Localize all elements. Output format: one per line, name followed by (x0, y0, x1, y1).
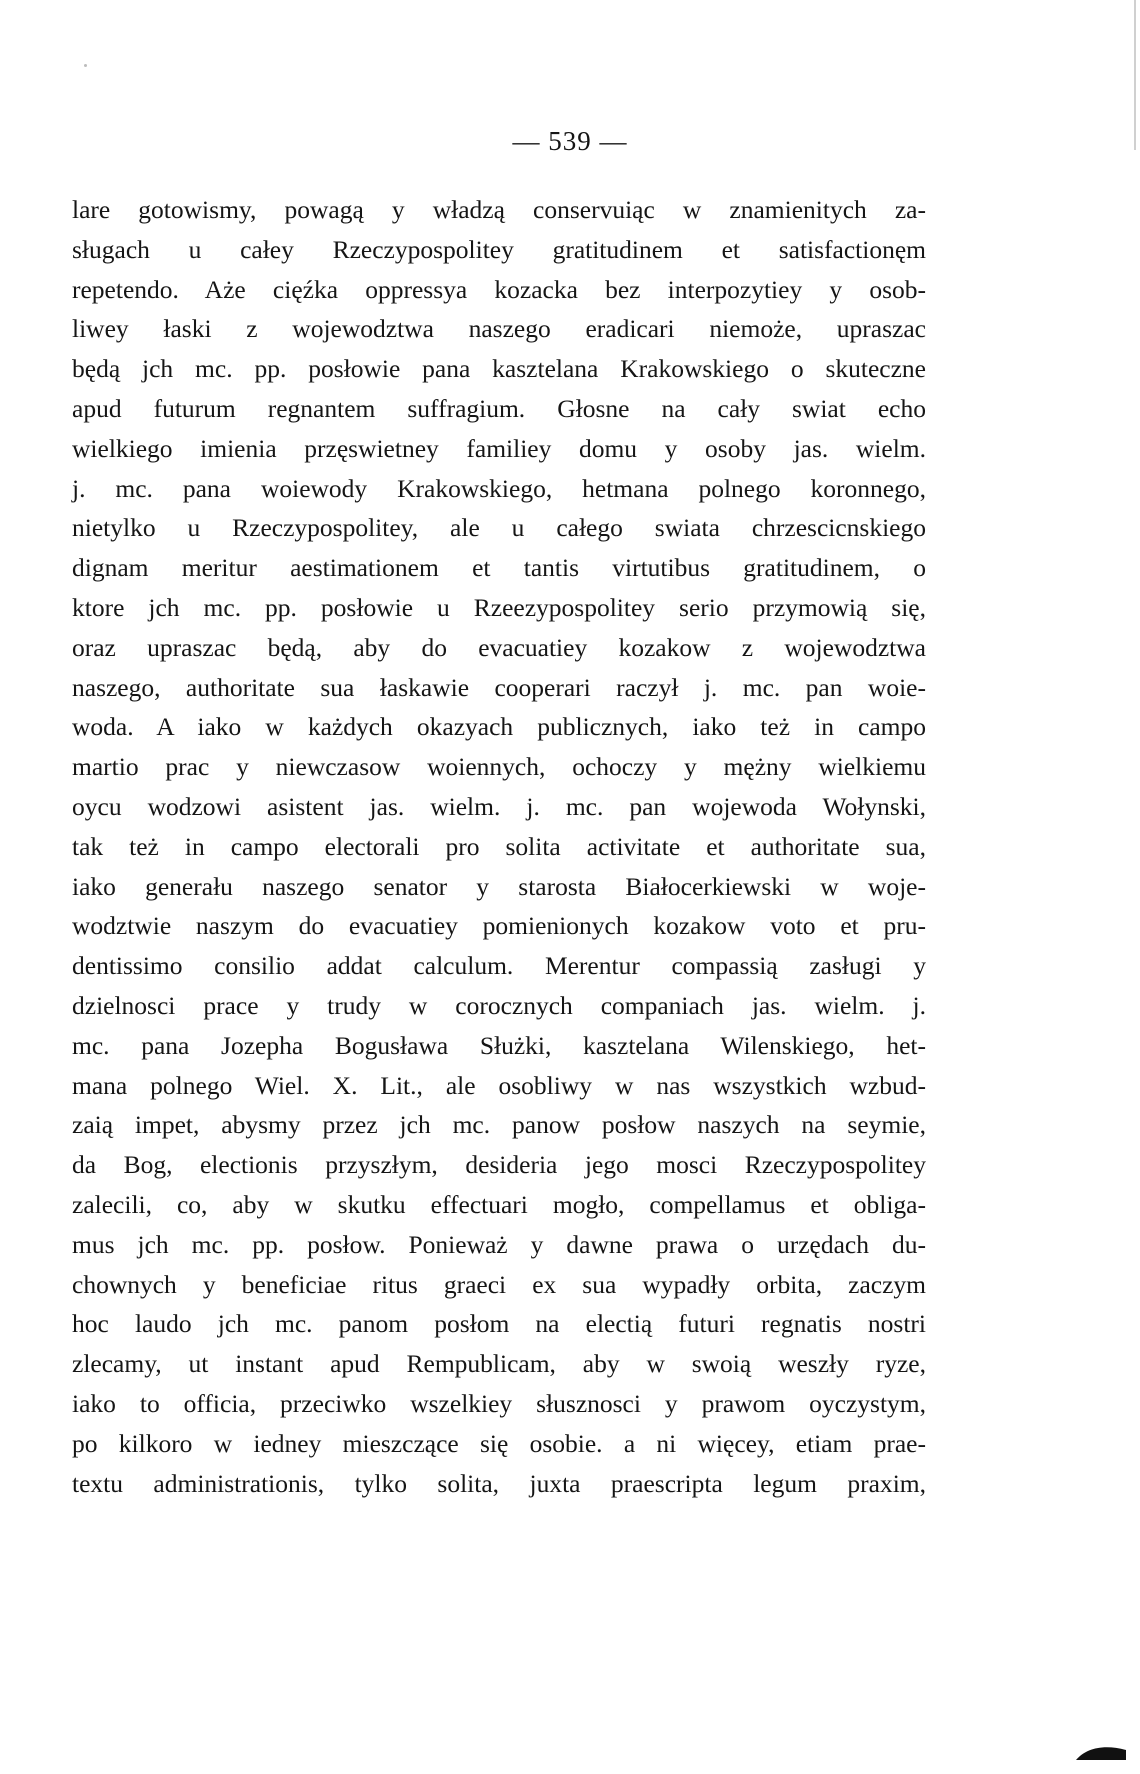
text-line: repetendo. Aże cięźka oppressya kozacka bez interpozytiey y osob- (72, 274, 926, 304)
text-line: mana polnego Wiel. X. Lit., ale osobliwy w nas wszystkich wzbud- (72, 1070, 926, 1100)
text-line: da Bog, electionis przyszłym, desideria jego mosci Rzeczypospolitey (72, 1150, 926, 1180)
text-line: naszego, authoritate sua łaskawie cooperari raczył j. mc. pan woie- (72, 672, 926, 702)
text-line: będą jch mc. pp. posłowie pana kasztelana Krakowskiego o skuteczne (72, 354, 926, 384)
corner-ink-smudge (1074, 1740, 1128, 1762)
text-line: zaią impet, abysmy przez jch mc. panow posłow naszych na seymie, (72, 1110, 926, 1140)
page-number: — 539 — (512, 126, 628, 156)
text-line: nietylko u Rzeczypospolitey, ale u całego swiata chrzescicnskiego (72, 513, 926, 543)
text-line: mc. pana Jozepha Bogusława Służki, kasztelana Wilenskiego, het- (72, 1030, 926, 1060)
text-line: lare gotowismy, powagą y władzą conservuiąc w znamienitych za- (72, 195, 926, 224)
text-line: woda. A iako w każdych okazyach publicznych, iako też in campo (72, 712, 926, 742)
text-line: wielkiego imienia przęswietney familiey domu y osoby jas. wielm. (72, 433, 926, 463)
text-line: oraz upraszac będą, aby do evacuatiey kozakow z wojewodztwa (72, 632, 926, 662)
text-line: textu administrationis, tylko solita, juxta praescripta legum praxim, (72, 1468, 926, 1498)
text-line: liwey łaski z wojewodztwa naszego eradicari niemoże, upraszac (72, 314, 926, 344)
text-line: dignam meritur aestimationem et tantis virtutibus gratitudinem, o (72, 553, 926, 583)
text-line: dentissimo consilio addat calculum. Merentur compassią zasługi y (72, 951, 926, 981)
text-line: j. mc. pana woiewody Krakowskiego, hetmana polnego koronnego, (72, 473, 926, 503)
text-line: zlecamy, ut instant apud Rempublicam, aby w swoią weszły ryze, (72, 1349, 926, 1379)
text-line: iako generału naszego senator y starosta Białocerkiewski w woje- (72, 871, 926, 901)
text-line: sługach u całey Rzeczypospolitey gratitudinem et satisfactionęm (72, 234, 926, 264)
text-line: chownych y beneficiae ritus graeci ex sua wypadły orbita, zaczym (72, 1269, 926, 1299)
text-line: oycu wodzowi asistent jas. wielm. j. mc. pan wojewoda Wołynski, (72, 791, 926, 821)
text-line: wodztwie naszym do evacuatiey pomienionych kozakow voto et pru- (72, 911, 926, 941)
text-line: zalecili, co, aby w skutku effectuari mogło, compellamus et obliga- (72, 1189, 926, 1219)
text-line: mus jch mc. pp. posłow. Ponieważ y dawne prawa o urzędach du- (72, 1229, 926, 1259)
body-text (72, 190, 926, 1503)
paper-speck (84, 64, 87, 67)
text-line: iako to officia, przeciwko wszelkiey słusznosci y prawom oyczystym, (72, 1388, 926, 1418)
text-line: apud futurum regnantem suffragium. Głosne na cały swiat echo (72, 393, 926, 423)
text-line: dzielnosci prace y trudy w corocznych companiach jas. wielm. j. (72, 990, 926, 1020)
text-line: martio prac y niewczasow woiennych, ochoczy y mężny wielkiemu (72, 752, 926, 782)
text-line: tak też in campo electorali pro solita activitate et authoritate sua, (72, 831, 926, 861)
text-line: ktore jch mc. pp. posłowie u Rzeezypospolitey serio przymowią się, (72, 592, 926, 622)
text-line: po kilkoro w iedney mieszczące się osobie. a ni więcey, etiam prae- (72, 1428, 926, 1458)
text-line: hoc laudo jch mc. panom posłom na electią futuri regnatis nostri (72, 1309, 926, 1339)
